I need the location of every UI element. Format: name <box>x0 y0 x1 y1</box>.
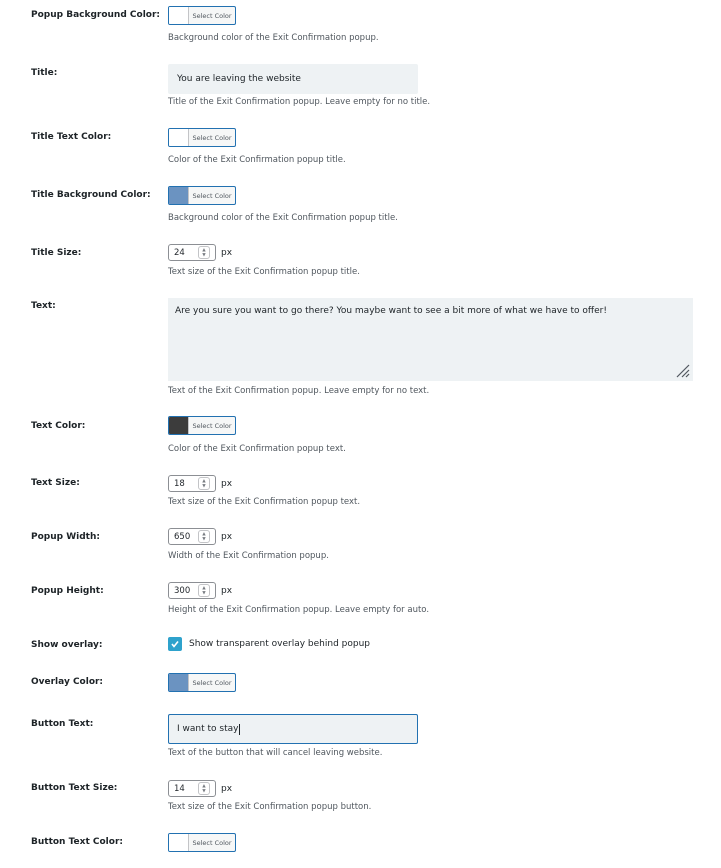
title-bg-color-label: Title Background Color: <box>31 190 151 200</box>
button-text-desc: Text of the button that will cancel leaving website. <box>168 748 383 758</box>
text-textarea[interactable] <box>168 298 693 381</box>
text-label: Text: <box>31 301 56 311</box>
button-text-color-picker[interactable] <box>168 833 236 852</box>
title-label: Title: <box>31 68 58 78</box>
title-text-color-desc: Color of the Exit Confirmation popup title. <box>168 155 346 165</box>
text-size-input[interactable] <box>168 475 216 492</box>
popup-height-field <box>168 582 232 599</box>
button-text-size-unit: px <box>221 783 233 794</box>
text-color-picker[interactable] <box>168 416 236 435</box>
popup-height-desc: Height of the Exit Confirmation popup. Leave empty for auto. <box>168 605 430 615</box>
select-color-label: Select Color <box>192 838 232 847</box>
overlay-color-label: Overlay Color: <box>31 677 104 687</box>
popup-height-label: Popup Height: <box>31 586 104 596</box>
text-size-value: 18 <box>174 478 185 489</box>
button-text-color-swatch <box>169 834 189 851</box>
popup-width-unit: px <box>221 531 233 542</box>
popup-width-input[interactable] <box>168 528 216 545</box>
button-text-input[interactable] <box>168 714 418 744</box>
title-size-label: Title Size: <box>31 248 82 258</box>
popup-bg-color-label: Popup Background Color: <box>31 10 161 20</box>
button-text-color-label: Button Text Color: <box>31 837 123 847</box>
button-text-size-label: Button Text Size: <box>31 783 118 793</box>
text-caret <box>239 724 240 735</box>
overlay-color-swatch <box>169 674 189 691</box>
title-input-value: You are leaving the website <box>177 74 301 84</box>
select-color-label: Select Color <box>192 421 232 430</box>
title-desc: Title of the Exit Confirmation popup. Leave empty for no title. <box>168 97 431 107</box>
popup-bg-color-picker[interactable] <box>168 6 236 25</box>
popup-width-value: 650 <box>174 531 191 542</box>
button-text-size-desc: Text size of the Exit Confirmation popup button. <box>168 802 372 812</box>
text-size-label: Text Size: <box>31 478 80 488</box>
spinner-icon[interactable]: ▲ ▼ <box>198 530 210 543</box>
spinner-icon[interactable]: ▲ ▼ <box>198 584 210 597</box>
title-text-color-swatch <box>169 129 189 146</box>
popup-width-label: Popup Width: <box>31 532 100 542</box>
spinner-icon[interactable]: ▲ ▼ <box>198 246 210 259</box>
popup-width-desc: Width of the Exit Confirmation popup. <box>168 551 329 561</box>
text-color-desc: Color of the Exit Confirmation popup text. <box>168 444 346 454</box>
title-text-color-label: Title Text Color: <box>31 132 112 142</box>
popup-bg-color-swatch <box>169 7 189 24</box>
popup-bg-color-desc: Background color of the Exit Confirmation popup. <box>168 33 379 43</box>
popup-height-input[interactable] <box>168 582 216 599</box>
text-color-label: Text Color: <box>31 421 86 431</box>
text-size-desc: Text size of the Exit Confirmation popup text. <box>168 497 361 507</box>
popup-width-field <box>168 528 232 545</box>
title-size-unit: px <box>221 247 233 258</box>
title-size-input[interactable] <box>168 244 216 261</box>
spinner-icon[interactable]: ▲ ▼ <box>198 782 210 795</box>
title-text-color-picker[interactable] <box>168 128 236 147</box>
overlay-color-picker[interactable] <box>168 673 236 692</box>
show-overlay-label: Show overlay: <box>31 640 103 650</box>
button-text-size-field <box>168 780 232 797</box>
button-text-size-input[interactable] <box>168 780 216 797</box>
button-text-value: I want to stay <box>177 724 239 734</box>
checkmark-icon <box>170 639 180 649</box>
text-color-swatch <box>169 417 189 434</box>
resize-grip-icon[interactable] <box>674 362 690 378</box>
popup-height-value: 300 <box>174 585 191 596</box>
title-bg-color-picker[interactable] <box>168 186 236 205</box>
popup-height-unit: px <box>221 585 233 596</box>
title-bg-color-desc: Background color of the Exit Confirmation popup title. <box>168 213 398 223</box>
text-size-unit: px <box>221 478 233 489</box>
text-desc: Text of the Exit Confirmation popup. Leave empty for no text. <box>168 386 430 396</box>
button-text-label: Button Text: <box>31 719 94 729</box>
title-bg-color-swatch <box>169 187 189 204</box>
select-color-label: Select Color <box>192 11 232 20</box>
text-size-field <box>168 475 232 492</box>
show-overlay-check-label[interactable]: Show transparent overlay behind popup <box>189 639 370 649</box>
show-overlay-checkbox[interactable] <box>168 637 182 651</box>
select-color-label: Select Color <box>192 191 232 200</box>
spinner-icon[interactable]: ▲ ▼ <box>198 477 210 490</box>
button-text-size-value: 14 <box>174 783 185 794</box>
title-input[interactable] <box>168 64 418 94</box>
title-size-desc: Text size of the Exit Confirmation popup title. <box>168 267 360 277</box>
select-color-label: Select Color <box>192 133 232 142</box>
text-textarea-value: Are you sure you want to go there? You maybe want to see a bit more of what we have to offer! <box>175 306 607 316</box>
title-size-field <box>168 244 232 261</box>
title-size-value: 24 <box>174 247 185 258</box>
select-color-label: Select Color <box>192 678 232 687</box>
